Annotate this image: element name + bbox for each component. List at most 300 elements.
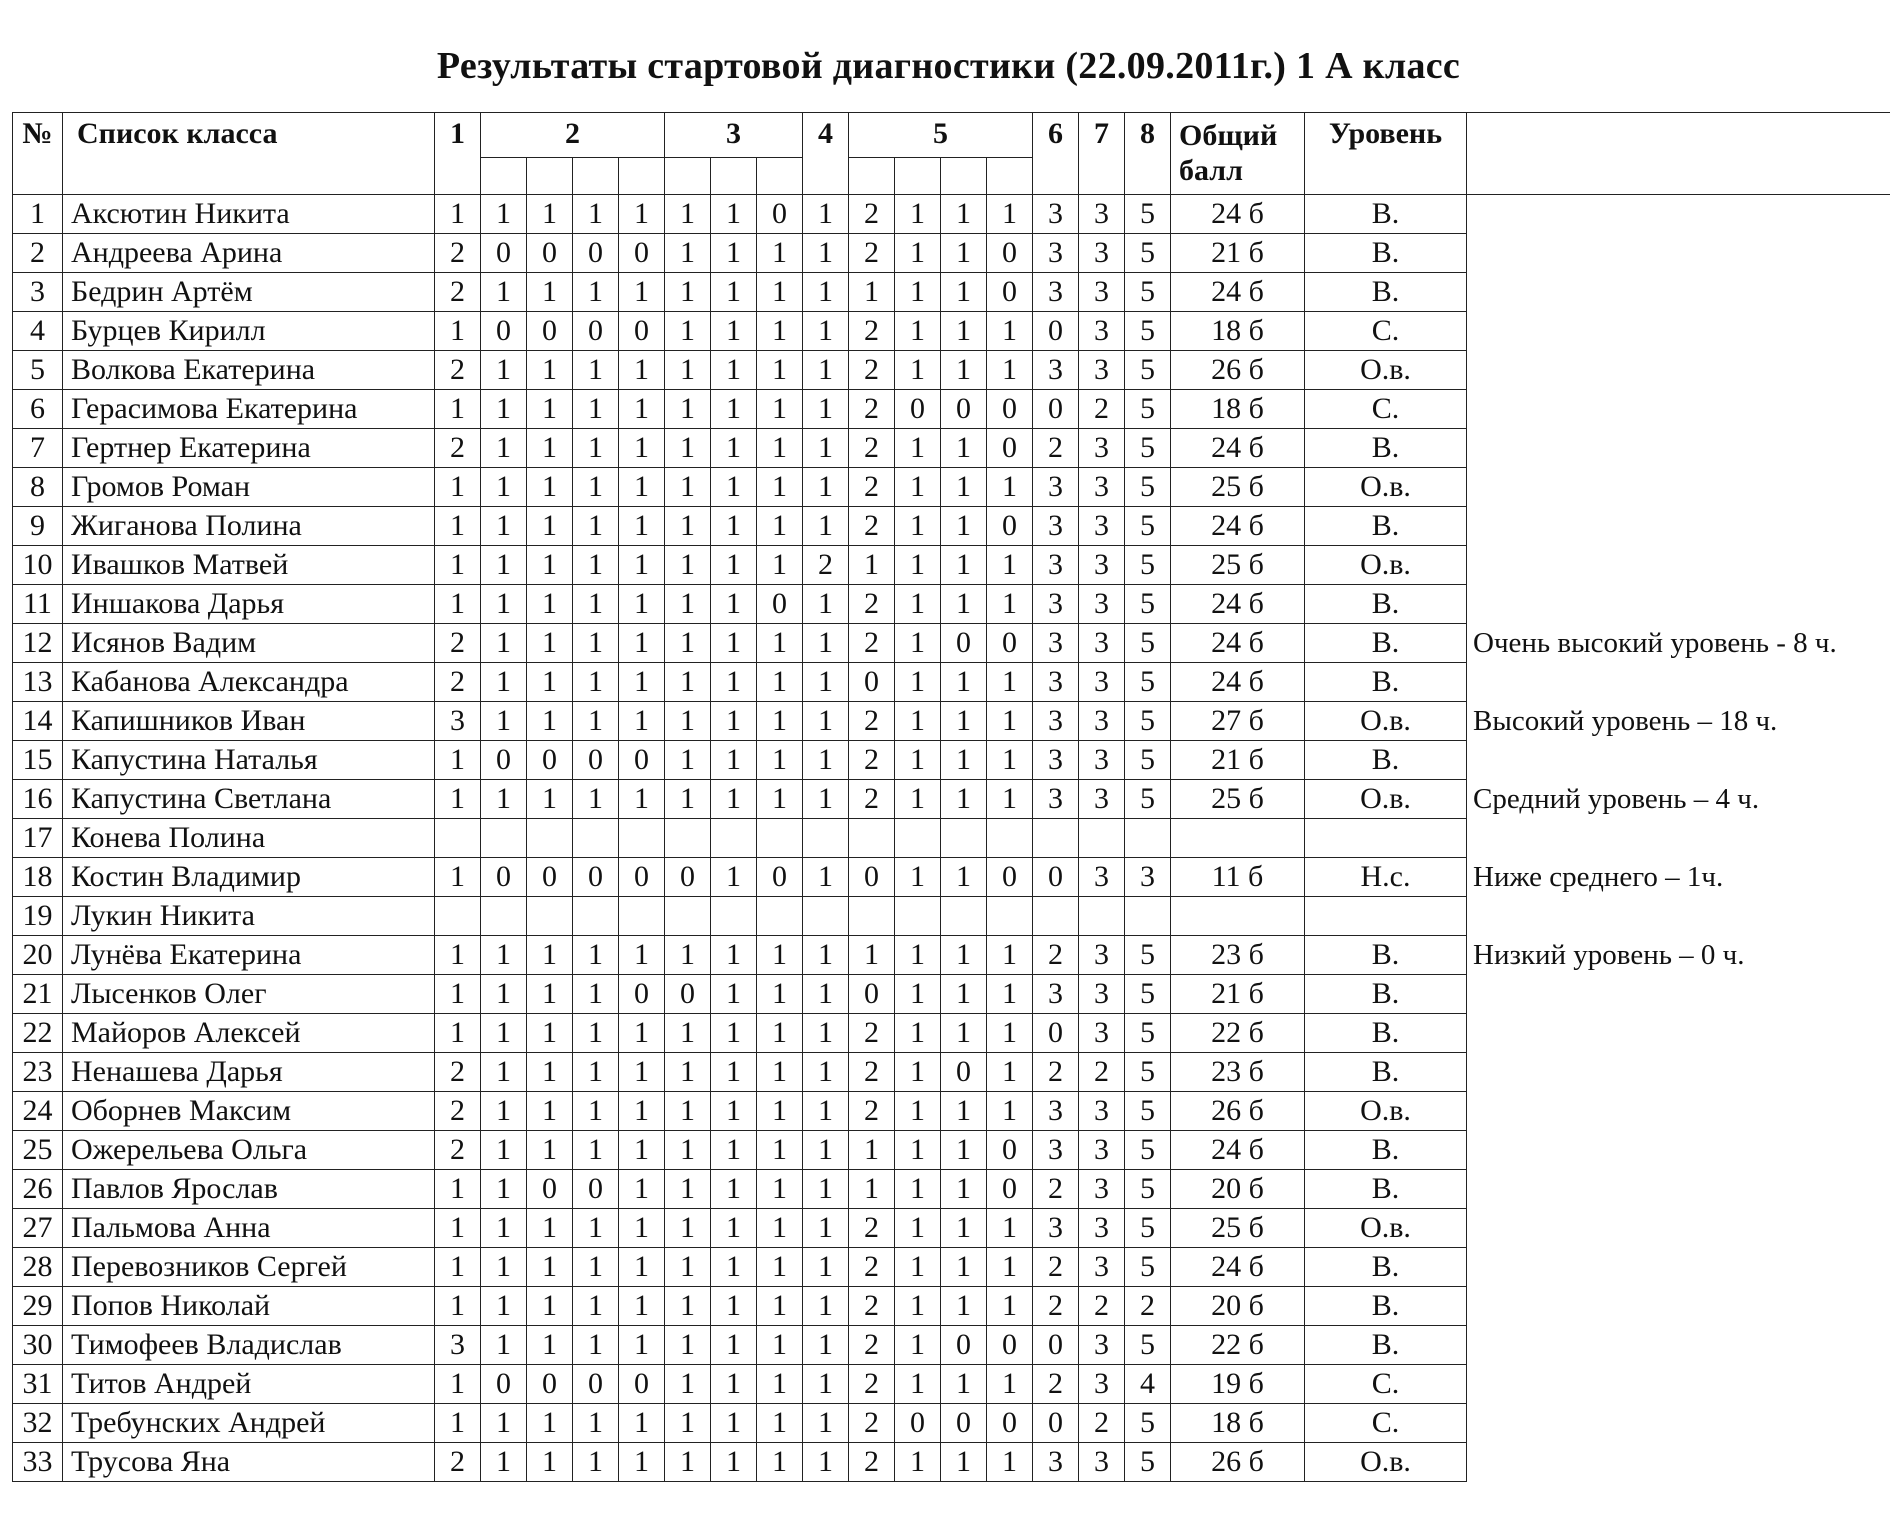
- score-cell: 2: [435, 234, 481, 273]
- score-cell: 0: [527, 858, 573, 897]
- row-number: 13: [13, 663, 63, 702]
- score-cell: 1: [665, 429, 711, 468]
- table-row: [13, 819, 1890, 858]
- student-name: Майоров Алексей: [63, 1014, 435, 1053]
- score-cell: 0: [527, 312, 573, 351]
- score-cell: 1: [435, 975, 481, 1014]
- total-score: 21 б: [1171, 975, 1305, 1014]
- score-cell: 1: [803, 273, 849, 312]
- score-cell: 1: [895, 1092, 941, 1131]
- score-cell: 1: [481, 1092, 527, 1131]
- score-cell: 1: [481, 351, 527, 390]
- score-cell: 3: [1033, 507, 1079, 546]
- score-cell: 1: [711, 936, 757, 975]
- score-cell: 1: [711, 1365, 757, 1404]
- score-cell: 1: [619, 390, 665, 429]
- score-cell: 1: [803, 234, 849, 273]
- score-cell: 1: [435, 1365, 481, 1404]
- score-cell: 5: [1125, 702, 1171, 741]
- student-name: Бурцев Кирилл: [63, 312, 435, 351]
- score-cell: 1: [803, 1053, 849, 1092]
- student-name: Исянов Вадим: [63, 624, 435, 663]
- score-cell: [987, 819, 1033, 858]
- score-cell: 1: [895, 858, 941, 897]
- score-cell: 2: [849, 429, 895, 468]
- score-cell: 2: [435, 273, 481, 312]
- score-cell: 0: [1033, 1326, 1079, 1365]
- table-row: [13, 1248, 1890, 1287]
- level: О.в.: [1305, 1209, 1467, 1248]
- total-score: 24 б: [1171, 663, 1305, 702]
- total-score: [1171, 897, 1305, 936]
- score-cell: 3: [1079, 1092, 1125, 1131]
- score-cell: 1: [619, 468, 665, 507]
- summary-note: [1467, 1170, 1890, 1209]
- level: Н.с.: [1305, 858, 1467, 897]
- col-total-header: Общий балл: [1171, 113, 1305, 195]
- score-cell: 1: [757, 1014, 803, 1053]
- score-cell: [573, 897, 619, 936]
- summary-note: [1467, 1014, 1890, 1053]
- score-cell: 1: [573, 663, 619, 702]
- score-cell: 1: [665, 1092, 711, 1131]
- score-cell: 1: [803, 1248, 849, 1287]
- score-cell: 1: [895, 468, 941, 507]
- score-cell: 1: [481, 1131, 527, 1170]
- score-cell: 1: [757, 1443, 803, 1482]
- score-cell: [619, 819, 665, 858]
- task-subcolumn: [527, 158, 573, 195]
- score-cell: 1: [527, 273, 573, 312]
- score-cell: 3: [1079, 975, 1125, 1014]
- score-cell: 3: [1079, 195, 1125, 234]
- score-cell: 3: [435, 1326, 481, 1365]
- score-cell: 1: [895, 1443, 941, 1482]
- score-cell: 1: [895, 507, 941, 546]
- level: В.: [1305, 1287, 1467, 1326]
- score-cell: 1: [803, 1365, 849, 1404]
- score-cell: 3: [1033, 1209, 1079, 1248]
- score-cell: 1: [803, 741, 849, 780]
- score-cell: 1: [711, 468, 757, 507]
- score-cell: 1: [941, 1170, 987, 1209]
- row-number: 15: [13, 741, 63, 780]
- score-cell: 0: [757, 585, 803, 624]
- score-cell: 1: [573, 273, 619, 312]
- score-cell: 1: [619, 1014, 665, 1053]
- score-cell: 1: [665, 1248, 711, 1287]
- score-cell: 1: [941, 858, 987, 897]
- score-cell: 1: [895, 429, 941, 468]
- score-cell: 1: [941, 507, 987, 546]
- score-cell: 0: [1033, 390, 1079, 429]
- table-row: [13, 741, 1890, 780]
- score-cell: 1: [941, 585, 987, 624]
- score-cell: 1: [665, 702, 711, 741]
- score-cell: 1: [803, 663, 849, 702]
- score-cell: 1: [435, 936, 481, 975]
- score-cell: 1: [757, 663, 803, 702]
- summary-note: [1467, 195, 1890, 234]
- score-cell: 1: [987, 1053, 1033, 1092]
- summary-note: [1467, 1404, 1890, 1443]
- score-cell: [941, 897, 987, 936]
- score-cell: 1: [757, 429, 803, 468]
- score-cell: 5: [1125, 351, 1171, 390]
- score-cell: 3: [1079, 273, 1125, 312]
- score-cell: 0: [573, 1170, 619, 1209]
- score-cell: 1: [435, 507, 481, 546]
- score-cell: 1: [665, 624, 711, 663]
- score-cell: 0: [619, 975, 665, 1014]
- score-cell: 1: [619, 1404, 665, 1443]
- score-cell: 1: [895, 351, 941, 390]
- score-cell: 1: [619, 1053, 665, 1092]
- score-cell: 1: [481, 1170, 527, 1209]
- row-number: 24: [13, 1092, 63, 1131]
- score-cell: 1: [665, 1365, 711, 1404]
- level: О.в.: [1305, 351, 1467, 390]
- score-cell: 1: [757, 1287, 803, 1326]
- score-cell: 0: [941, 1404, 987, 1443]
- score-cell: 1: [895, 702, 941, 741]
- score-cell: [803, 819, 849, 858]
- score-cell: 2: [849, 1209, 895, 1248]
- level: В.: [1305, 1053, 1467, 1092]
- score-cell: 1: [481, 624, 527, 663]
- score-cell: 0: [481, 858, 527, 897]
- score-cell: 1: [481, 1443, 527, 1482]
- score-cell: 1: [711, 780, 757, 819]
- row-number: 8: [13, 468, 63, 507]
- score-cell: 3: [1033, 663, 1079, 702]
- score-cell: 3: [1079, 351, 1125, 390]
- row-number: 6: [13, 390, 63, 429]
- score-cell: 1: [619, 1131, 665, 1170]
- score-cell: 0: [573, 741, 619, 780]
- score-cell: 2: [849, 1092, 895, 1131]
- score-cell: 1: [619, 273, 665, 312]
- score-cell: 3: [1033, 702, 1079, 741]
- score-cell: 1: [573, 1209, 619, 1248]
- score-cell: 3: [1079, 1248, 1125, 1287]
- level: С.: [1305, 1404, 1467, 1443]
- score-cell: 1: [803, 507, 849, 546]
- level: В.: [1305, 1326, 1467, 1365]
- score-cell: 1: [941, 234, 987, 273]
- level: В.: [1305, 507, 1467, 546]
- task-subcolumn: [481, 158, 527, 195]
- level: С.: [1305, 312, 1467, 351]
- score-cell: 1: [987, 351, 1033, 390]
- score-cell: 1: [527, 780, 573, 819]
- score-cell: 1: [895, 1131, 941, 1170]
- row-number: 23: [13, 1053, 63, 1092]
- score-cell: 1: [619, 1443, 665, 1482]
- score-cell: 1: [573, 1053, 619, 1092]
- score-cell: 1: [573, 390, 619, 429]
- score-cell: 1: [757, 273, 803, 312]
- score-cell: 1: [665, 351, 711, 390]
- table-row: [13, 1443, 1890, 1482]
- score-cell: 1: [665, 663, 711, 702]
- score-cell: 0: [849, 663, 895, 702]
- score-cell: 1: [665, 741, 711, 780]
- score-cell: [941, 819, 987, 858]
- score-cell: 1: [665, 1287, 711, 1326]
- level: В.: [1305, 624, 1467, 663]
- score-cell: 1: [619, 1248, 665, 1287]
- score-cell: 3: [1079, 1443, 1125, 1482]
- student-name: Иншакова Дарья: [63, 585, 435, 624]
- score-cell: 1: [987, 1014, 1033, 1053]
- student-name: Оборнев Максим: [63, 1092, 435, 1131]
- score-cell: 1: [527, 429, 573, 468]
- row-number: 18: [13, 858, 63, 897]
- score-cell: 0: [941, 390, 987, 429]
- score-cell: 1: [435, 390, 481, 429]
- score-cell: 1: [573, 1443, 619, 1482]
- score-cell: 1: [527, 1053, 573, 1092]
- score-cell: 3: [1079, 312, 1125, 351]
- score-cell: 2: [849, 195, 895, 234]
- summary-note: [1467, 234, 1890, 273]
- task-header: 2: [481, 113, 665, 158]
- score-cell: [1033, 897, 1079, 936]
- score-cell: 5: [1125, 624, 1171, 663]
- score-cell: 1: [619, 702, 665, 741]
- score-cell: 1: [803, 702, 849, 741]
- table-row: [13, 1287, 1890, 1326]
- total-score: 24 б: [1171, 273, 1305, 312]
- score-cell: 1: [757, 1170, 803, 1209]
- level: В.: [1305, 1131, 1467, 1170]
- task-subcolumn: [573, 158, 619, 195]
- task-subcolumn: [941, 158, 987, 195]
- table-row: [13, 273, 1890, 312]
- score-cell: 1: [711, 546, 757, 585]
- score-cell: 0: [987, 1170, 1033, 1209]
- student-name: Кабанова Александра: [63, 663, 435, 702]
- score-cell: [895, 897, 941, 936]
- score-cell: 5: [1125, 1209, 1171, 1248]
- student-name: Ненашева Дарья: [63, 1053, 435, 1092]
- score-cell: 5: [1125, 195, 1171, 234]
- score-cell: 0: [895, 390, 941, 429]
- row-number: 33: [13, 1443, 63, 1482]
- score-cell: 0: [619, 858, 665, 897]
- score-cell: 1: [941, 468, 987, 507]
- score-cell: 1: [849, 936, 895, 975]
- score-cell: 1: [573, 1287, 619, 1326]
- score-cell: [481, 819, 527, 858]
- student-name: Лысенков Олег: [63, 975, 435, 1014]
- score-cell: 1: [665, 1053, 711, 1092]
- row-number: 22: [13, 1014, 63, 1053]
- score-cell: 2: [1079, 1053, 1125, 1092]
- summary-note: [1467, 1443, 1890, 1482]
- score-cell: 1: [619, 1326, 665, 1365]
- score-cell: 3: [1079, 546, 1125, 585]
- score-cell: 2: [1125, 1287, 1171, 1326]
- score-cell: 3: [1033, 975, 1079, 1014]
- score-cell: 5: [1125, 741, 1171, 780]
- score-cell: 1: [573, 1014, 619, 1053]
- table-row: [13, 1053, 1890, 1092]
- score-cell: [527, 819, 573, 858]
- score-cell: 1: [757, 1131, 803, 1170]
- table-row: [13, 1404, 1890, 1443]
- score-cell: 1: [711, 702, 757, 741]
- level: О.в.: [1305, 1443, 1467, 1482]
- table-row: [13, 390, 1890, 429]
- student-name: Бедрин Артём: [63, 273, 435, 312]
- score-cell: 1: [665, 1209, 711, 1248]
- score-cell: 1: [527, 351, 573, 390]
- student-name: Ивашков Матвей: [63, 546, 435, 585]
- score-cell: 1: [803, 312, 849, 351]
- score-cell: 3: [1079, 1170, 1125, 1209]
- score-cell: 1: [711, 1014, 757, 1053]
- summary-note: Ниже среднего – 1ч.: [1467, 858, 1890, 897]
- summary-note: Средний уровень – 4 ч.: [1467, 780, 1890, 819]
- level: [1305, 897, 1467, 936]
- student-name: Капустина Светлана: [63, 780, 435, 819]
- task-header: 3: [665, 113, 803, 158]
- score-cell: 1: [757, 624, 803, 663]
- summary-note: [1467, 1131, 1890, 1170]
- score-cell: 2: [849, 468, 895, 507]
- score-cell: 2: [849, 1443, 895, 1482]
- task-subcolumn: [895, 158, 941, 195]
- score-cell: 3: [1033, 546, 1079, 585]
- score-cell: 1: [895, 663, 941, 702]
- score-cell: 1: [941, 312, 987, 351]
- level: В.: [1305, 429, 1467, 468]
- total-score: 24 б: [1171, 1248, 1305, 1287]
- score-cell: 1: [895, 975, 941, 1014]
- score-cell: 1: [665, 195, 711, 234]
- table-row: [13, 936, 1890, 975]
- score-cell: 1: [619, 429, 665, 468]
- score-cell: 1: [481, 546, 527, 585]
- summary-note: [1467, 741, 1890, 780]
- score-cell: 1: [803, 1404, 849, 1443]
- score-cell: 5: [1125, 429, 1171, 468]
- score-cell: 1: [803, 1092, 849, 1131]
- score-cell: 1: [757, 390, 803, 429]
- results-table: [12, 112, 1890, 1482]
- score-cell: 1: [619, 936, 665, 975]
- total-score: 18 б: [1171, 312, 1305, 351]
- summary-note: [1467, 312, 1890, 351]
- score-cell: 1: [803, 780, 849, 819]
- total-score: 26 б: [1171, 1443, 1305, 1482]
- score-cell: 1: [481, 780, 527, 819]
- score-cell: 2: [849, 585, 895, 624]
- score-cell: 5: [1125, 234, 1171, 273]
- score-cell: 0: [573, 312, 619, 351]
- score-cell: 1: [481, 1209, 527, 1248]
- score-cell: 2: [1033, 429, 1079, 468]
- score-cell: 1: [895, 585, 941, 624]
- table-row: [13, 663, 1890, 702]
- row-number: 9: [13, 507, 63, 546]
- score-cell: 1: [665, 780, 711, 819]
- score-cell: 5: [1125, 468, 1171, 507]
- score-cell: 1: [711, 1170, 757, 1209]
- score-cell: 1: [435, 312, 481, 351]
- summary-note: [1467, 1287, 1890, 1326]
- score-cell: 1: [711, 585, 757, 624]
- score-cell: 1: [895, 1326, 941, 1365]
- score-cell: 1: [941, 1131, 987, 1170]
- score-cell: 1: [573, 975, 619, 1014]
- score-cell: 1: [711, 1287, 757, 1326]
- score-cell: 1: [757, 1209, 803, 1248]
- level: В.: [1305, 585, 1467, 624]
- score-cell: 1: [527, 1326, 573, 1365]
- score-cell: 3: [1079, 1209, 1125, 1248]
- score-cell: 1: [941, 1443, 987, 1482]
- level: В.: [1305, 975, 1467, 1014]
- score-cell: 1: [527, 1404, 573, 1443]
- score-cell: 1: [941, 975, 987, 1014]
- score-cell: 1: [573, 351, 619, 390]
- score-cell: 3: [1079, 468, 1125, 507]
- summary-note: [1467, 1248, 1890, 1287]
- score-cell: 1: [481, 1053, 527, 1092]
- student-name: Гертнер Екатерина: [63, 429, 435, 468]
- score-cell: 3: [1079, 1014, 1125, 1053]
- score-cell: 1: [481, 936, 527, 975]
- student-name: Капустина Наталья: [63, 741, 435, 780]
- score-cell: 3: [1033, 585, 1079, 624]
- score-cell: 1: [711, 1326, 757, 1365]
- score-cell: 1: [711, 312, 757, 351]
- total-score: 18 б: [1171, 1404, 1305, 1443]
- score-cell: 0: [757, 195, 803, 234]
- score-cell: [711, 819, 757, 858]
- score-cell: 1: [757, 234, 803, 273]
- score-cell: 0: [665, 858, 711, 897]
- score-cell: 1: [803, 1209, 849, 1248]
- summary-note: [1467, 351, 1890, 390]
- score-cell: 3: [1033, 1443, 1079, 1482]
- task-subcolumn: [619, 158, 665, 195]
- score-cell: 5: [1125, 507, 1171, 546]
- score-cell: 1: [665, 390, 711, 429]
- score-cell: 1: [757, 702, 803, 741]
- score-cell: 2: [849, 1365, 895, 1404]
- score-cell: 5: [1125, 546, 1171, 585]
- total-score: 20 б: [1171, 1287, 1305, 1326]
- table-row: [13, 897, 1890, 936]
- score-cell: 3: [1079, 858, 1125, 897]
- score-cell: 1: [941, 936, 987, 975]
- task-header: 7: [1079, 113, 1125, 195]
- score-cell: 2: [435, 351, 481, 390]
- total-score: 24 б: [1171, 1131, 1305, 1170]
- score-cell: 1: [481, 507, 527, 546]
- score-cell: 1: [435, 858, 481, 897]
- score-cell: 1: [527, 1287, 573, 1326]
- row-number: 12: [13, 624, 63, 663]
- score-cell: [849, 819, 895, 858]
- score-cell: 1: [435, 741, 481, 780]
- score-cell: 1: [941, 429, 987, 468]
- score-cell: 2: [849, 351, 895, 390]
